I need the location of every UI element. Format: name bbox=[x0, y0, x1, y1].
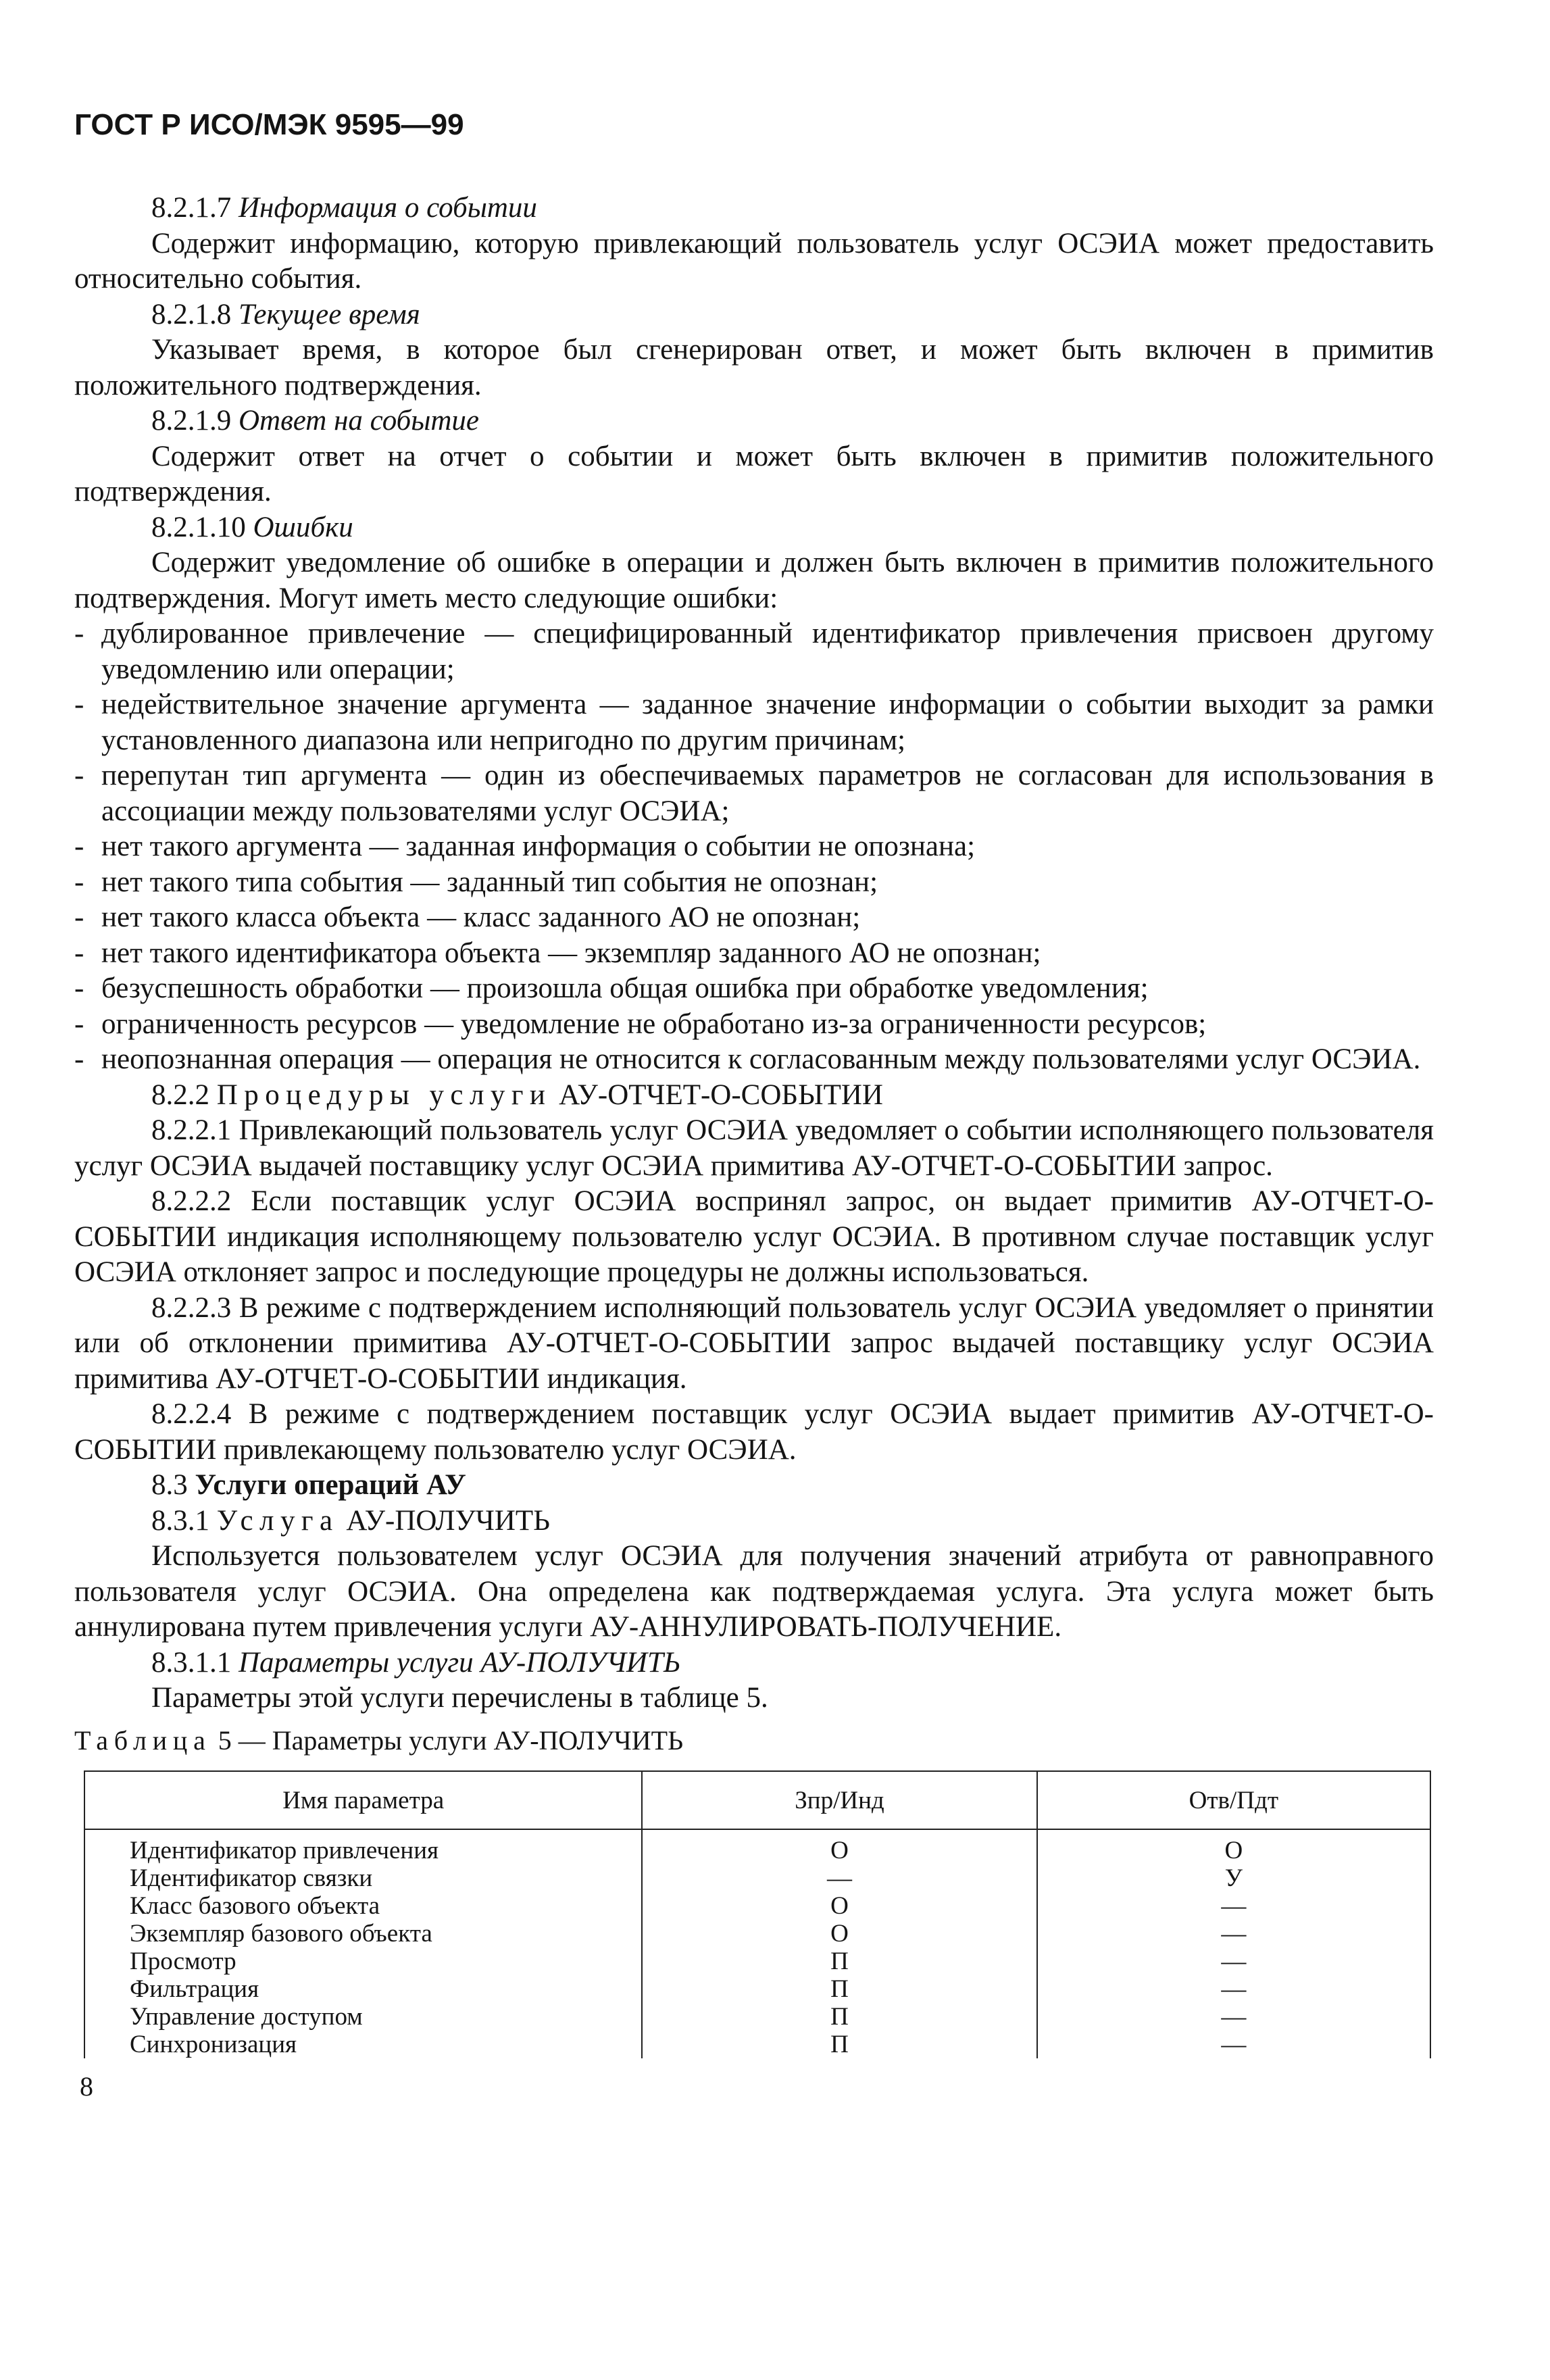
heading-8-2-2 bbox=[74, 1078, 1434, 1114]
paragraph-8-2-1-10: Содержит уведомление об ошибке в операции и должен быть включен в примитив положительного подтверждения. Могут иметь место следующие ошибки: bbox=[74, 547, 1434, 614]
section-title-rest: АУ-ОТЧЕТ-О-СОБЫТИИ bbox=[551, 1079, 883, 1111]
table-row bbox=[84, 2031, 1430, 2058]
rsp-cnf-value: — bbox=[1037, 1975, 1430, 2003]
list-item: - дублированное привлечение — специфицированный идентификатор привлечения присвоен другому уведомлению или операции; bbox=[74, 616, 1434, 687]
heading-8-3-1-1 bbox=[74, 1645, 1434, 1681]
section-title: Информация о событии bbox=[239, 192, 537, 224]
req-ind-value: П bbox=[642, 1948, 1036, 1975]
paragraph-8-3-1-1: Параметры этой услуги перечислены в таблице 5. bbox=[151, 1682, 768, 1714]
req-ind-value: — bbox=[642, 1864, 1036, 1892]
caption-prefix: Таблица bbox=[74, 1725, 211, 1756]
req-ind-value: П bbox=[642, 2031, 1036, 2058]
section-title: Услуги операций АУ bbox=[195, 1469, 466, 1501]
list-item: - перепутан тип аргумента — один из обеспечиваемых параметров не согласован для использования в ассоциации между пользователями услуг ОСЭИА; bbox=[74, 758, 1434, 829]
param-name: Управление доступом bbox=[84, 2003, 642, 2031]
table-row bbox=[84, 2003, 1430, 2031]
table-row bbox=[84, 1948, 1430, 1975]
column-header: Зпр/Инд bbox=[642, 1771, 1036, 1829]
column-header: Отв/Пдт bbox=[1037, 1771, 1430, 1829]
rsp-cnf-value: — bbox=[1037, 1920, 1430, 1948]
table-row bbox=[84, 1920, 1430, 1948]
req-ind-value: О bbox=[642, 1920, 1036, 1948]
heading-8-2-1-9 bbox=[74, 403, 1434, 439]
rsp-cnf-value: О bbox=[1037, 1829, 1430, 1864]
table-row bbox=[84, 1892, 1430, 1920]
section-title: Ответ на событие bbox=[239, 405, 480, 437]
list-item: - нет такого аргумента — заданная информация о событии не опознана; bbox=[74, 829, 1434, 865]
paragraph-8-2-1-9: Содержит ответ на отчет о событии и может быть включен в примитив положительного подтверждения. bbox=[74, 440, 1434, 507]
req-ind-value: П bbox=[642, 1975, 1036, 2003]
main-text bbox=[74, 191, 1434, 1716]
document-header: ГОСТ Р ИСО/МЭК 9595—99 bbox=[74, 108, 464, 141]
paragraph-8-2-2-2: 8.2.2.2 Если поставщик услуг ОСЭИА воспринял запрос, он выдает примитив АУ-ОТЧЕТ-О-СОБЫТИИ индикация исполняющему пользователю услуг ОСЭИА. В противном случае поставщик услуг ОСЭИА отклоняет запрос и последующие процедуры не должны использоваться. bbox=[74, 1185, 1434, 1288]
param-name: Идентификатор привлечения bbox=[84, 1829, 642, 1864]
param-name: Синхронизация bbox=[84, 2031, 642, 2058]
paragraph-8-3-1: Используется пользователем услуг ОСЭИА для получения значений атрибута от равноправного пользователя услуг ОСЭИА. Она определена как подтверждаемая услуга. Эта услуга может быть аннулирована путем привлечения услуги АУ-АННУЛИРОВАТЬ-ПОЛУЧЕНИЕ. bbox=[74, 1540, 1434, 1643]
rsp-cnf-value: — bbox=[1037, 1892, 1430, 1920]
error-list bbox=[74, 616, 1434, 1078]
page-number: 8 bbox=[80, 2071, 93, 2102]
list-item: - ограниченность ресурсов — уведомление не обработано из-за ограниченности ресурсов; bbox=[74, 1007, 1434, 1043]
rsp-cnf-value: — bbox=[1037, 1948, 1430, 1975]
heading-8-2-1-8 bbox=[74, 297, 1434, 333]
table-caption bbox=[74, 1725, 683, 1756]
table-row bbox=[84, 1975, 1430, 2003]
section-number: 8.2.1.10 bbox=[151, 511, 253, 543]
heading-8-3-1 bbox=[74, 1504, 1434, 1539]
section-title-rest: АУ-ПОЛУЧИТЬ bbox=[339, 1504, 550, 1537]
req-ind-value: О bbox=[642, 1829, 1036, 1864]
section-number: 8.3 bbox=[151, 1469, 195, 1501]
section-title: Услуга bbox=[216, 1504, 339, 1537]
heading-8-3 bbox=[74, 1468, 1434, 1504]
heading-8-2-1-10 bbox=[74, 510, 1434, 546]
paragraph-8-2-2-4: 8.2.2.4 В режиме с подтверждением поставщик услуг ОСЭИА выдает примитив АУ-ОТЧЕТ-О-СОБЫТИИ привлекающему пользователю услуг ОСЭИА. bbox=[74, 1398, 1434, 1466]
caption-text: 5 — Параметры услуги АУ-ПОЛУЧИТЬ bbox=[211, 1725, 684, 1756]
req-ind-value: П bbox=[642, 2003, 1036, 2031]
section-number: 8.2.2 bbox=[151, 1079, 217, 1111]
paragraph-8-2-2-3: 8.2.2.3 В режиме с подтверждением исполняющий пользователь услуг ОСЭИА уведомляет о принятии или об отклонении примитива АУ-ОТЧЕТ-О-СОБЫТИИ запрос выдачей поставщику услуг ОСЭИА примитива АУ-ОТЧЕТ-О-СОБЫТИИ индикация. bbox=[74, 1291, 1434, 1395]
param-name: Экземпляр базового объекта bbox=[84, 1920, 642, 1948]
list-item: - нет такого идентификатора объекта — экземпляр заданного АО не опознан; bbox=[74, 936, 1434, 972]
table-row bbox=[84, 1829, 1430, 1864]
param-name: Просмотр bbox=[84, 1948, 642, 1975]
list-item: - нет такого типа события — заданный тип события не опознан; bbox=[74, 865, 1434, 901]
section-title: Текущее время bbox=[239, 298, 420, 330]
section-title: Ошибки bbox=[253, 511, 353, 543]
paragraph-8-2-2-1: 8.2.2.1 Привлекающий пользователь услуг ОСЭИА уведомляет о событии исполняющего пользователя услуг ОСЭИА выдачей поставщику услуг ОСЭИА примитива АУ-ОТЧЕТ-О-СОБЫТИИ запрос. bbox=[74, 1114, 1434, 1182]
section-number: 8.3.1 bbox=[151, 1504, 217, 1537]
paragraph-8-2-1-8: Указывает время, в которое был сгенерирован ответ, и может быть включен в примитив положительного подтверждения. bbox=[74, 334, 1434, 401]
section-number: 8.3.1.1 bbox=[151, 1646, 239, 1679]
paragraph-8-2-1-7: Содержит информацию, которую привлекающий пользователь услуг ОСЭИА может предоставить относительно события. bbox=[74, 227, 1434, 295]
list-item: - нет такого класса объекта — класс заданного АО не опознан; bbox=[74, 900, 1434, 936]
heading-8-2-1-7 bbox=[74, 191, 1434, 226]
rsp-cnf-value: У bbox=[1037, 1864, 1430, 1892]
list-item: - безуспешность обработки — произошла общая ошибка при обработке уведомления; bbox=[74, 971, 1434, 1007]
parameters-table bbox=[84, 1770, 1431, 2058]
list-item: - неопознанная операция — операция не относится к согласованным между пользователями услуг ОСЭИА. bbox=[74, 1042, 1434, 1078]
section-number: 8.2.1.9 bbox=[151, 405, 239, 437]
param-name: Класс базового объекта bbox=[84, 1892, 642, 1920]
column-header: Имя параметра bbox=[84, 1771, 642, 1829]
section-title: Процедуры услуги bbox=[216, 1079, 552, 1111]
param-name: Идентификатор связки bbox=[84, 1864, 642, 1892]
parameters-table-wrap bbox=[84, 1770, 1431, 2058]
req-ind-value: О bbox=[642, 1892, 1036, 1920]
list-item: - недействительное значение аргумента — заданное значение информации о событии выходит за рамки установленного диапазона или непригодно по другим причинам; bbox=[74, 687, 1434, 758]
rsp-cnf-value: — bbox=[1037, 2003, 1430, 2031]
table-row bbox=[84, 1864, 1430, 1892]
rsp-cnf-value: — bbox=[1037, 2031, 1430, 2058]
section-title: Параметры услуги АУ-ПОЛУЧИТЬ bbox=[239, 1646, 681, 1679]
section-number: 8.2.1.8 bbox=[151, 298, 239, 330]
section-number: 8.2.1.7 bbox=[151, 192, 239, 224]
param-name: Фильтрация bbox=[84, 1975, 642, 2003]
table-header-row bbox=[84, 1771, 1430, 1829]
